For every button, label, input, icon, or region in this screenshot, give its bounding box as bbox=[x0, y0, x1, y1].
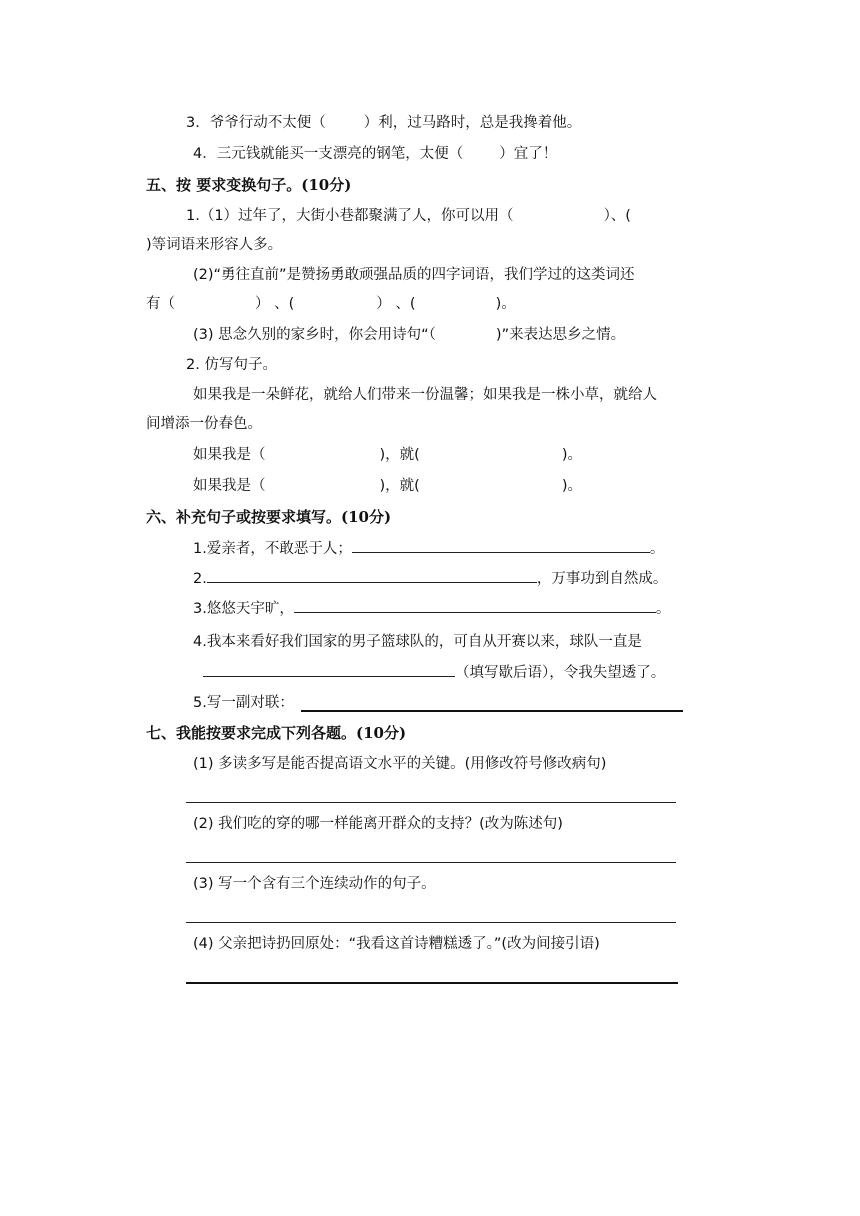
answer-line[interactable] bbox=[352, 538, 650, 553]
question-6-4-cont: （填写歇后语），令我失望透了。 bbox=[203, 662, 665, 683]
question-5-1-1: 1.（1）过年了，大街小巷都聚满了人，你可以用（ ）、( bbox=[186, 208, 631, 224]
imitation-line-2: 如果我是（ )，就( )。 bbox=[193, 478, 582, 494]
question-5-1-2: (2)“勇往直前”是赞扬勇敢顽强品质的四字词语，我们学过的这类词还 bbox=[193, 267, 635, 283]
question-7-4: (4) 父亲把诗扔回原处：“我看这首诗糟糕透了。”(改为间接引语) bbox=[193, 936, 600, 952]
question-7-1: (1) 多读多写是能否提高语文水平的关键。(用修改符号修改病句) bbox=[193, 756, 607, 772]
model-sentence-cont: 间增添一份春色。 bbox=[146, 416, 262, 432]
question-6-4: 4.我本来看好我们国家的男子篮球队的，可自从开赛以来，球队一直是 bbox=[193, 634, 642, 650]
question-7-3: (3) 写一个含有三个连续动作的句子。 bbox=[193, 876, 436, 892]
question-4-3: 3．爷爷行动不太便（ ）利，过马路时，总是我搀着他。 bbox=[186, 115, 582, 131]
answer-line[interactable] bbox=[186, 862, 676, 863]
section-7-heading: 七、我能按要求完成下列各题。(10分) bbox=[146, 724, 407, 742]
answer-line[interactable] bbox=[186, 802, 676, 803]
question-6-5: 5.写一副对联： bbox=[193, 695, 294, 711]
section-5-heading: 五、按 要求变换句子。(10分) bbox=[146, 176, 352, 194]
question-6-3: 3.悠悠天宇旷， 。 bbox=[193, 598, 670, 619]
answer-line[interactable] bbox=[186, 922, 676, 923]
answer-line[interactable] bbox=[294, 598, 656, 613]
answer-line[interactable] bbox=[186, 982, 678, 984]
answer-line[interactable] bbox=[203, 662, 455, 677]
model-sentence: 如果我是一朵鲜花，就给人们带来一份温馨；如果我是一株小草，就给人 bbox=[193, 387, 657, 403]
section-6-heading: 六、补充句子或按要求填写。(10分) bbox=[146, 508, 392, 526]
question-5-1-1-cont: )等词语来形容人多。 bbox=[146, 237, 283, 253]
couplet-answer-line[interactable] bbox=[301, 710, 683, 712]
question-5-2: 2. 仿写句子。 bbox=[186, 357, 277, 373]
question-7-2: (2) 我们吃的穿的哪一样能离开群众的支持？(改为陈述句) bbox=[193, 816, 563, 832]
question-6-2: 2. ，万事功到自然成。 bbox=[193, 568, 667, 589]
question-5-1-3: (3) 思念久别的家乡时，你会用诗句“（ )”来表达思乡之情。 bbox=[193, 327, 626, 343]
imitation-line-1: 如果我是（ )，就( )。 bbox=[193, 447, 582, 463]
answer-line[interactable] bbox=[207, 568, 537, 583]
question-6-1: 1.爱亲者，不敢恶于人； 。 bbox=[193, 538, 664, 559]
question-4-4: 4．三元钱就能买一支漂亮的钢笔，太便（ ）宜了！ bbox=[193, 146, 558, 162]
question-5-1-2-cont: 有（ ） 、( ） 、( )。 bbox=[146, 296, 516, 312]
